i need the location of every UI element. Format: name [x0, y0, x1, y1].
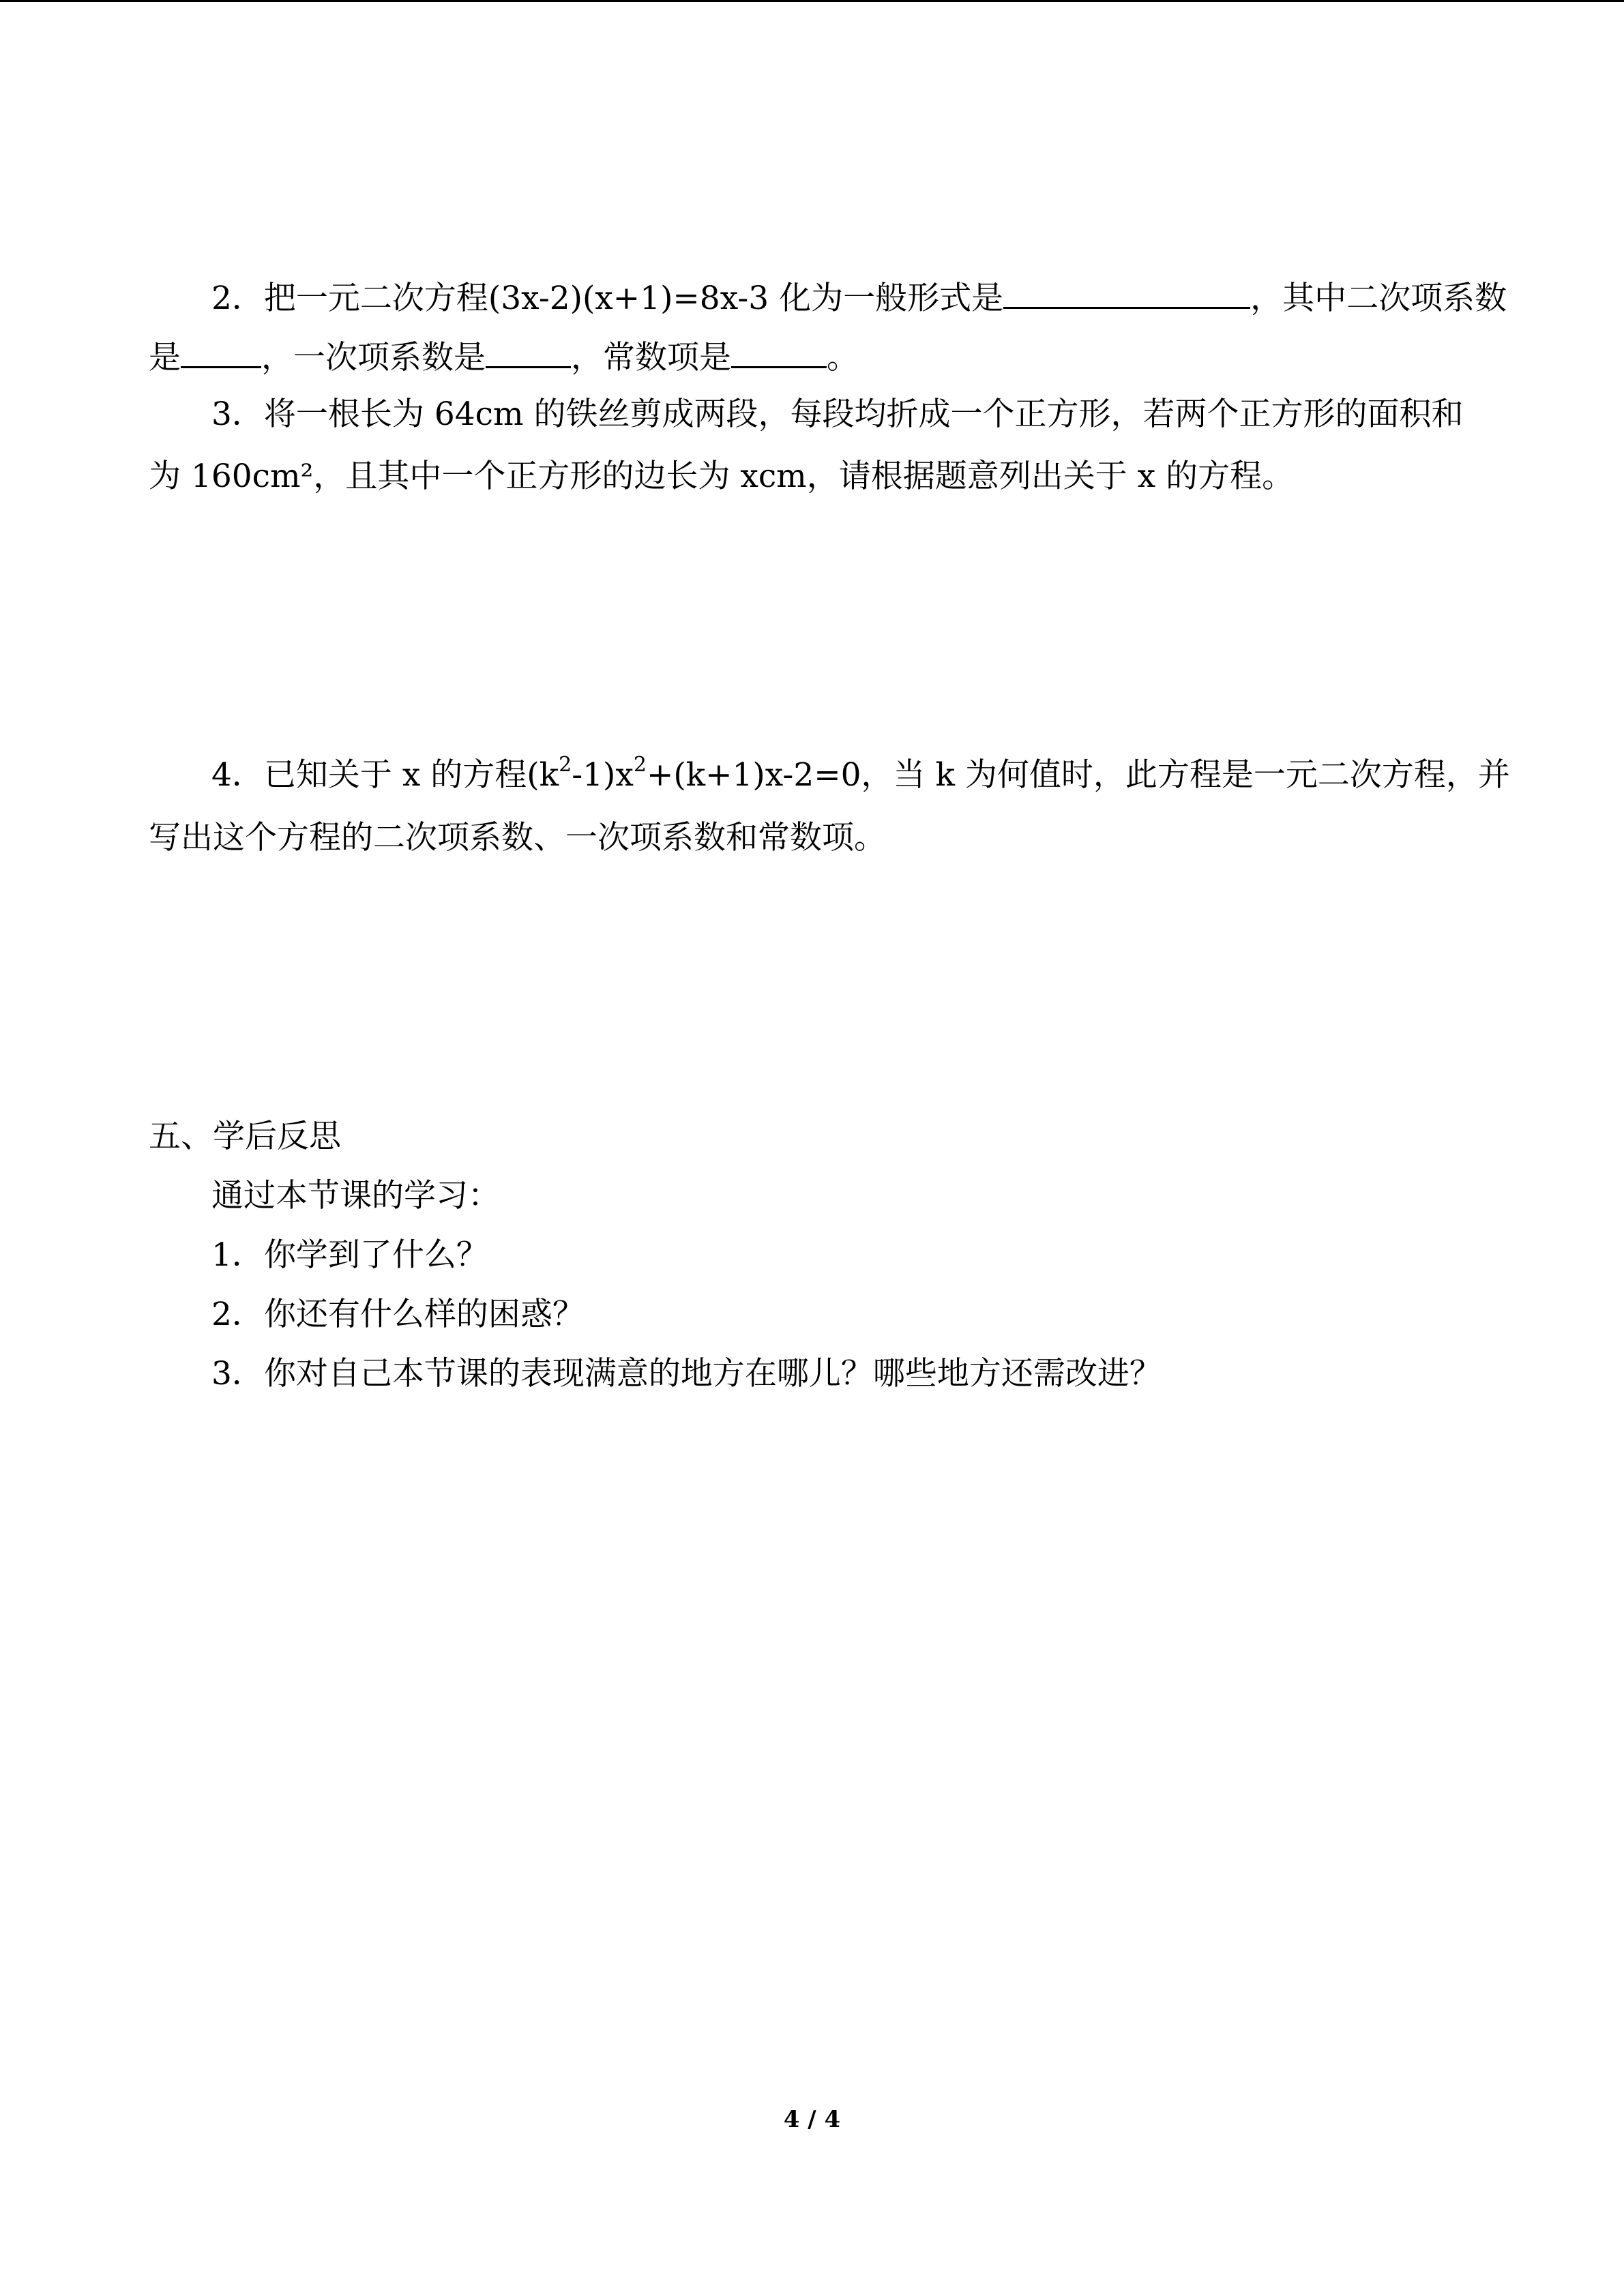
page-number: 4 / 4	[783, 2106, 841, 2133]
section-5-intro: 通过本节课的学习：	[211, 1177, 500, 1214]
question-4-line-2	[149, 818, 886, 859]
question-4-exponent-2: 2	[633, 753, 647, 777]
question-4-text-b: -1)x	[572, 756, 634, 794]
question-4-text-a: 已知关于 x 的方程(k	[263, 756, 559, 794]
question-2-text-cont: ，其中二次项系数	[1250, 280, 1507, 317]
question-3-line-2	[149, 456, 1294, 497]
question-2-text: 把一元二次方程(3x-2)(x+1)=8x-3 化为一般形式是	[263, 280, 1004, 317]
question-2-text-e: ，常数项是	[571, 339, 731, 376]
question-2-number: 2．	[211, 280, 264, 317]
top-border-rule	[0, 0, 1624, 2]
reflection-item-3: 3．你对自己本节课的表现满意的地方在哪儿？哪些地方还需改进？	[211, 1355, 1162, 1392]
answer-blank-general-form[interactable]	[1003, 275, 1250, 309]
section-5-heading: 五、学后反思	[149, 1118, 341, 1155]
answer-blank-linear-coefficient[interactable]	[486, 335, 571, 368]
answer-blank-quadratic-coefficient[interactable]	[181, 335, 261, 368]
question-4-exponent-1: 2	[559, 753, 572, 777]
question-4-text-c: +(k+1)x-2=0，当 k 为何值时，此方程是一元二次方程，并	[646, 756, 1510, 794]
question-3-text-2: 为 160cm²，且其中一个正方形的边长为 xcm，请根据题意列出关于 x 的方程。	[149, 458, 1295, 495]
reflection-item-1: 1．你学到了什么？	[211, 1236, 488, 1274]
question-2-text-f: 。	[827, 339, 859, 376]
question-4-line-1	[211, 755, 1510, 796]
question-4-number: 4．	[211, 756, 264, 794]
question-2-text-d: ，一次项系数是	[261, 339, 486, 376]
answer-blank-constant-term[interactable]	[731, 335, 827, 368]
reflection-item-2: 2．你还有什么样的困惑？	[211, 1296, 585, 1333]
question-3-number: 3．	[211, 396, 264, 433]
question-3-text-1: 将一根长为 64cm 的铁丝剪成两段，每段均折成一个正方形，若两个正方形的面积和	[263, 396, 1464, 433]
question-4-text-2: 写出这个方程的二次项系数、一次项系数和常数项。	[149, 819, 886, 856]
question-2-line-2	[149, 335, 859, 378]
question-2-line-1	[211, 275, 1507, 319]
question-3-line-1	[211, 394, 1463, 435]
question-2-text-c: 是	[149, 339, 181, 376]
